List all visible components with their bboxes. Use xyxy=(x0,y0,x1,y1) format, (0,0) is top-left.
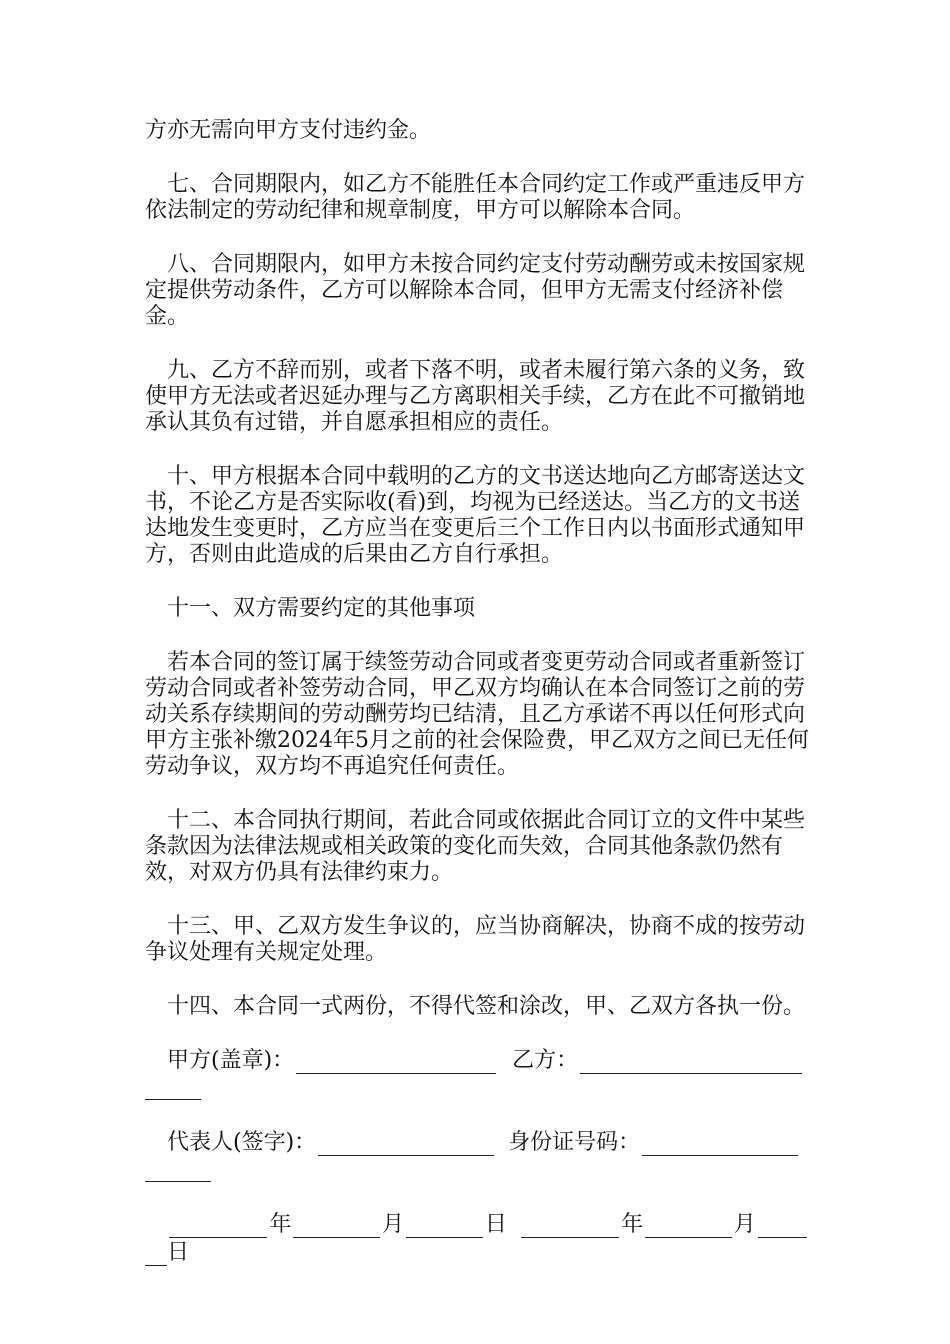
paragraph: 若本合同的签订属于续签劳动合同或者变更劳动合同或者重新签订劳动合同或者补签劳动合同，甲乙双方均确认在本合同签订之前的劳动关系存续期间的劳动酬劳均已结清，且乙方承诺不再以任何形式向甲方主张补缴2024年5月之前的社会保险费，甲乙双方之间已无任何劳动争议，双方均不再追究任何责任。 xyxy=(145,650,809,779)
party-b-name-field[interactable] xyxy=(580,1053,802,1074)
id-number-field[interactable] xyxy=(642,1135,798,1156)
id-number-label: 身份证号码： xyxy=(508,1130,641,1155)
year-label: 年 xyxy=(621,1212,644,1237)
document-page xyxy=(145,118,809,1294)
party-a-label: 甲方(盖章)： xyxy=(167,1048,295,1073)
representative-label: 代表人(签字)： xyxy=(167,1130,317,1155)
party-b-day-field-continued[interactable] xyxy=(145,1245,167,1266)
day-label: 日 xyxy=(167,1240,190,1265)
year-label: 年 xyxy=(269,1212,292,1237)
party-b-label: 乙方： xyxy=(512,1048,579,1073)
paragraph: 十四、本合同一式两份，不得代签和涂改，甲、乙双方各执一份。 xyxy=(167,994,806,1019)
paragraph-heading: 十一、双方需要约定的其他事项 xyxy=(167,596,476,621)
paragraph: 十二、本合同执行期间，若此合同或依据此合同订立的文件中某些条款因为法律法规或相关政策的变化而失效，合同其他条款仍然有效，对双方仍具有法律约束力。 xyxy=(145,808,806,885)
signature-row-parties xyxy=(145,1048,809,1102)
contract-body xyxy=(145,118,809,1020)
paragraph: 方亦无需向甲方支付违约金。 xyxy=(145,118,432,143)
month-label: 月 xyxy=(382,1212,405,1237)
representative-signature-field[interactable] xyxy=(318,1135,494,1156)
month-label: 月 xyxy=(733,1212,756,1237)
party-b-name-field-continued[interactable] xyxy=(145,1079,201,1100)
paragraph: 八、合同期限内，如甲方未按合同约定支付劳动酬劳或未按国家规定提供劳动条件，乙方可以解除本合同，但甲方无需支付经济补偿金。 xyxy=(145,252,806,329)
party-a-seal-field[interactable] xyxy=(296,1053,496,1074)
party-a-year-field[interactable] xyxy=(169,1217,267,1238)
party-a-day-field[interactable] xyxy=(406,1217,483,1238)
party-b-day-field[interactable] xyxy=(758,1217,807,1238)
party-b-year-field[interactable] xyxy=(521,1217,619,1238)
paragraph: 十、甲方根据本合同中载明的乙方的文书送达地向乙方邮寄送达文书，不论乙方是否实际收(看)到，均视为已经送达。当乙方的文书送达地发生变更时，乙方应当在变更后三个工作日内以书面形式通知甲方，否则由此造成的后果由乙方自行承担。 xyxy=(145,464,806,567)
day-label: 日 xyxy=(484,1212,507,1237)
signature-row-dates xyxy=(145,1212,809,1266)
id-number-field-continued[interactable] xyxy=(145,1161,211,1182)
party-b-month-field[interactable] xyxy=(645,1217,732,1238)
paragraph: 九、乙方不辞而别，或者下落不明，或者未履行第六条的义务，致使甲方无法或者迟延办理与乙方离职相关手续，乙方在此不可撤销地承认其负有过错，并自愿承担相应的责任。 xyxy=(145,358,806,435)
paragraph: 十三、甲、乙双方发生争议的，应当协商解决，协商不成的按劳动争议处理有关规定处理。 xyxy=(145,914,806,965)
party-a-month-field[interactable] xyxy=(293,1217,380,1238)
paragraph: 七、合同期限内，如乙方不能胜任本合同约定工作或严重违反甲方依法制定的劳动纪律和规章制度，甲方可以解除本合同。 xyxy=(145,172,806,223)
signature-row-representative xyxy=(145,1130,809,1184)
